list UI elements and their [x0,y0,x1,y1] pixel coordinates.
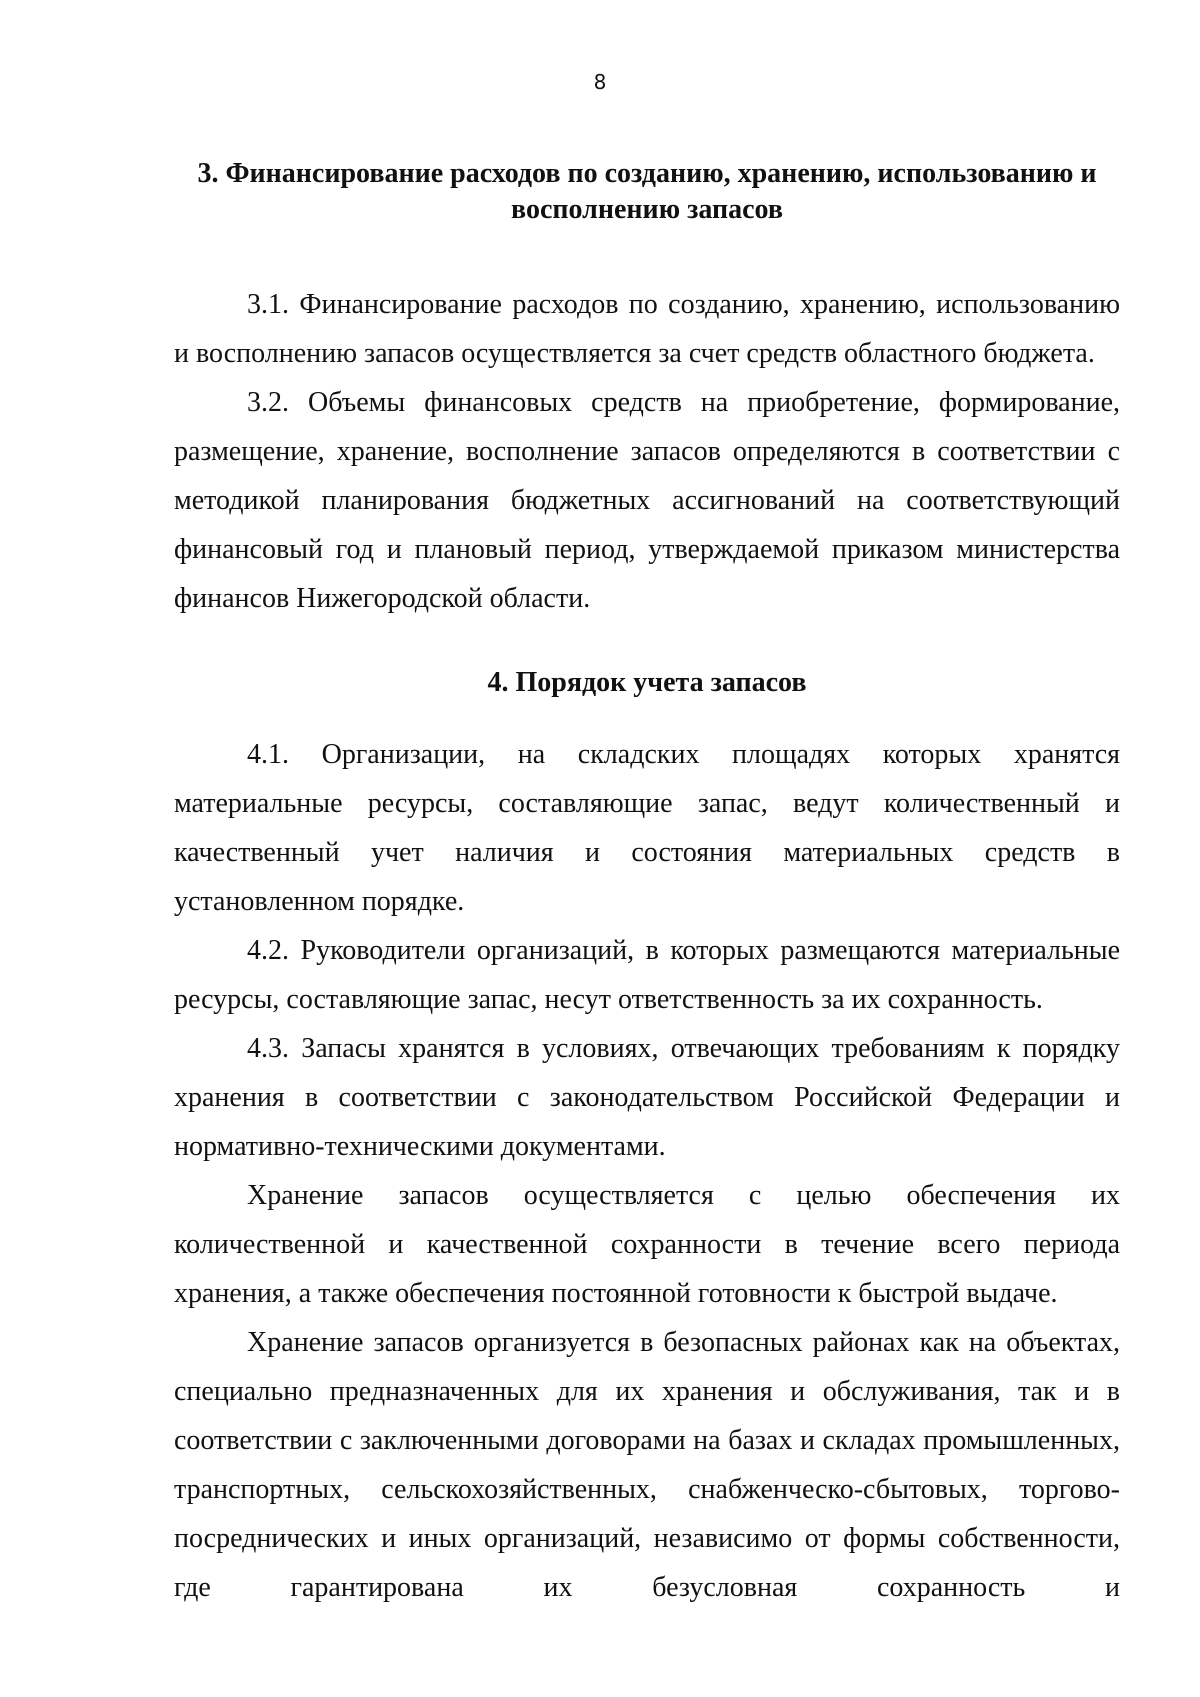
paragraph-4-3: 4.3. Запасы хранятся в условиях, отвечающих требованиям к порядку хранения в соответствии с законодательством Российской Федерации и нормативно-техническими документами. [174,1033,1120,1162]
section-3-heading-line-2: восполнению запасов [511,194,783,225]
section-3-heading [174,156,1120,228]
paragraph-4-2: 4.2. Руководители организаций, в которых размещаются материальные ресурсы, составляющие запас, несут ответственность за их сохранность. [174,935,1120,1015]
paragraph-4-1: 4.1. Организации, на складских площадях которых хранятся материальные ресурсы, составляющие запас, ведут количественный и качественный учет наличия и состояния материальных средств в установленном порядке. [174,739,1120,917]
page-number: 8 [593,70,607,94]
paragraph-storage-purpose: Хранение запасов осуществляется с целью обеспечения их количественной и качественной сохранности в течение всего периода хранения, а также обеспечения постоянной готовности к быстрой выдаче. [174,1180,1120,1309]
section-4-heading: 4. Порядок учета запасов [487,667,807,698]
paragraph-3-2: 3.2. Объемы финансовых средств на приобретение, формирование, размещение, хранение, восполнение запасов определяются в соответствии с методикой планирования бюджетных ассигнований на соответствующий финансовый год и плановый период, утверждаемой приказом министерства финансов Нижегородской области. [174,387,1120,614]
paragraph-storage-organization: Хранение запасов организуется в безопасных районах как на объектах, специально предназначенных для их хранения и обслуживания, так и в соответствии с заключенными договорами на базах и складах промышленных, транспортных, сельскохозяйственных, снабженческо-сбытовых, торгово-посреднических и иных организаций, независимо от формы собственности, где гарантирована их безусловная сохранность и [174,1327,1120,1603]
section-3-heading-line-1: 3. Финансирование расходов по созданию, хранению, использованию и [197,158,1097,189]
paragraph-3-1: 3.1. Финансирование расходов по созданию, хранению, использованию и восполнению запасов осуществляется за счет средств областного бюджета. [174,289,1120,369]
document-body [174,156,1120,1612]
